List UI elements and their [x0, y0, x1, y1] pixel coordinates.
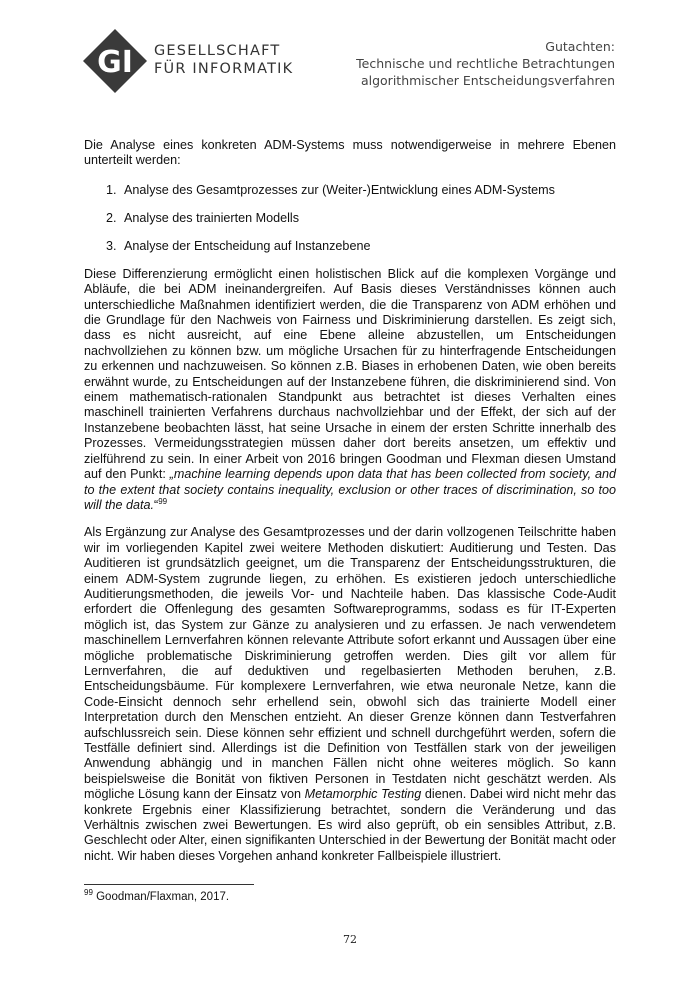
list-item-text: Analyse der Entscheidung auf Instanzebene: [124, 238, 371, 253]
document-title: [356, 38, 615, 89]
paragraph-1-text: Diese Differenzierung ermöglicht einen holistischen Blick auf die komplexen Vorgänge und Abläufe, die bei ADM ineinandergreifen. Auf Basis dieses Verständnisses können auch unterschiedliche Maßnahmen identifiziert werden, die die Transparenz von ADM erhöhen und die Grundlage für den Nachweis von Fairness und Diskriminierung darstellen. Es zeigt sich, dass es nicht ausreicht, auf eine Ebene alleine abzustellen, um Entscheidungen nachvollziehen zu können bzw. um mögliche Ursachen für zu hinterfragende Entscheidungen zu erkennen und nachzuweisen. So können z.B. Biases in erhobenen Daten, wie oben bereits erwähnt wurde, zu Entscheidungen auf der Instanzebene führen, die diskriminierend sind. Von einem mathematisch-rationalen Standpunkt aus betrachtet ist dieses Verhalten eines maschinell trainierten Verfahrens durchaus nachvollziehbar und der Effekt, der sich auf der Instanzebene beobachten lässt, hat seine Ursache in einem der ersten Schritte innerhalb des Prozesses. Vermeidungsstrategien müssen daher dort bereits ansetzen, um effektiv und zielführend zu sein. In einer Arbeit von 2016 bringen Goodman und Flexman diesen Umstand auf den Punkt:: [84, 266, 616, 482]
intro-paragraph: Die Analyse eines konkreten ADM-Systems muss notwendigerweise in mehrere Ebenen unterteilt werden:: [84, 138, 616, 168]
logo-mark-text: GI: [97, 45, 133, 80]
list-item-number: 2.: [106, 210, 117, 225]
footnote-reference[interactable]: 99: [158, 496, 168, 506]
list-item: [84, 183, 616, 198]
main-content: [84, 138, 616, 864]
list-item: [84, 211, 616, 226]
gi-logo: [82, 28, 294, 94]
goodman-quote: „machine learning depends upon data that has been collected from society, and to the extent that society contains inequality, exclusion or other traces of discrimination, so too will the data.: [84, 467, 616, 512]
document-title-line-2: Technische und rechtliche Betrachtungen: [356, 56, 615, 71]
metamorphic-testing-term: Metamorphic Testing: [304, 787, 422, 802]
analysis-levels-list: [84, 183, 616, 254]
body-paragraph-2: [84, 525, 616, 864]
document-title-line-3: algorithmischer Entscheidungsverfahren: [360, 73, 615, 88]
list-item-text: Analyse des trainierten Modells: [124, 210, 300, 225]
gi-logo-mark: [82, 28, 148, 94]
paragraph-2-text-b: dienen. Dabei wird nicht mehr das konkrete Ergebnis einer Klassifizierung betrachtet, sondern die Veränderung und das Verhältnis zwischen zwei Bewertungen. Es wird also geprüft, ob ein sensibles Attribut, z.B. Geschlecht oder Alter, einen signifikanten Unterschied in der Bewertung der Bonität macht oder nicht. Wir haben dieses Vorgehen anhand konkreter Fallbeispiele illustriert.: [84, 787, 616, 863]
quote-close: “: [154, 497, 159, 512]
list-item-number: 3.: [106, 238, 117, 253]
list-item-number: 1.: [106, 182, 117, 197]
logo-line-1: GESELLSCHAFT: [154, 43, 281, 59]
list-item: [84, 239, 616, 254]
logo-line-2: FÜR INFORMATIK: [154, 61, 294, 77]
footnote: [84, 890, 229, 904]
body-paragraph-1: [84, 267, 616, 514]
list-item-text: Analyse des Gesamtprozesses zur (Weiter-)Entwicklung eines ADM-Systems: [124, 182, 555, 197]
logo-wordmark: [154, 42, 293, 78]
paragraph-2-text-a: Als Ergänzung zur Analyse des Gesamtprozesses und der darin vollzogenen Teilschritte haben wir im vorliegenden Kapitel zwei weitere Methoden diskutiert: Auditierung und Testen. Das Auditieren ist grundsätzlich geeignet, um die Transparenz der Entscheidungsstrukturen, die einem ADM-System zugrunde liegen, zu erhöhen. Es existieren jedoch unterschiedliche Auditierungsmethoden, die jeweils Vor- und Nachteile haben. Das klassische Code-Audit erfordert die Offenlegung des gesamten Softwareprogramms, sodass es für IT-Experten möglich ist, das System zur Gänze zu analysieren und zu erfassen. Je nach verwendetem maschinellem Lernverfahren können relevante Attribute sofort erkannt und Aussagen über eine mögliche problematische Diskriminierung getroffen werden. Dies gilt vor allem für Lernverfahren, die auf deduktiven und regelbasierten Methoden beruhen, z.B. Entscheidungsbäume. Für komplexere Lernverfahren, wie etwa neuronale Netze, kann die Code-Einsicht dennoch sehr erhellend sein, obwohl sich das trainierte Modell einer Interpretation durch den Menschen entzieht. An dieser Grenze können dann Testverfahren aufschlussreich sein. Diese können sehr effizient und schnell durchgeführt werden, sofern die Testfälle definiert sind. Allerdings ist die Definition von Testfällen stark von der jeweiligen Anwendung abhängig und in manchen Fällen nicht ohne weiteres möglich. So kann beispielsweise die Bonität von fiktiven Personen in Testdaten nicht geschätzt werden. Als mögliche Lösung kann der Einsatz von: [84, 525, 616, 802]
document-title-line-1: Gutachten:: [545, 39, 615, 54]
footnote-number: 99: [84, 888, 93, 898]
page-number: 72: [343, 933, 357, 946]
footnote-text: Goodman/Flaxman, 2017.: [92, 891, 230, 903]
footnote-divider: [84, 884, 254, 885]
